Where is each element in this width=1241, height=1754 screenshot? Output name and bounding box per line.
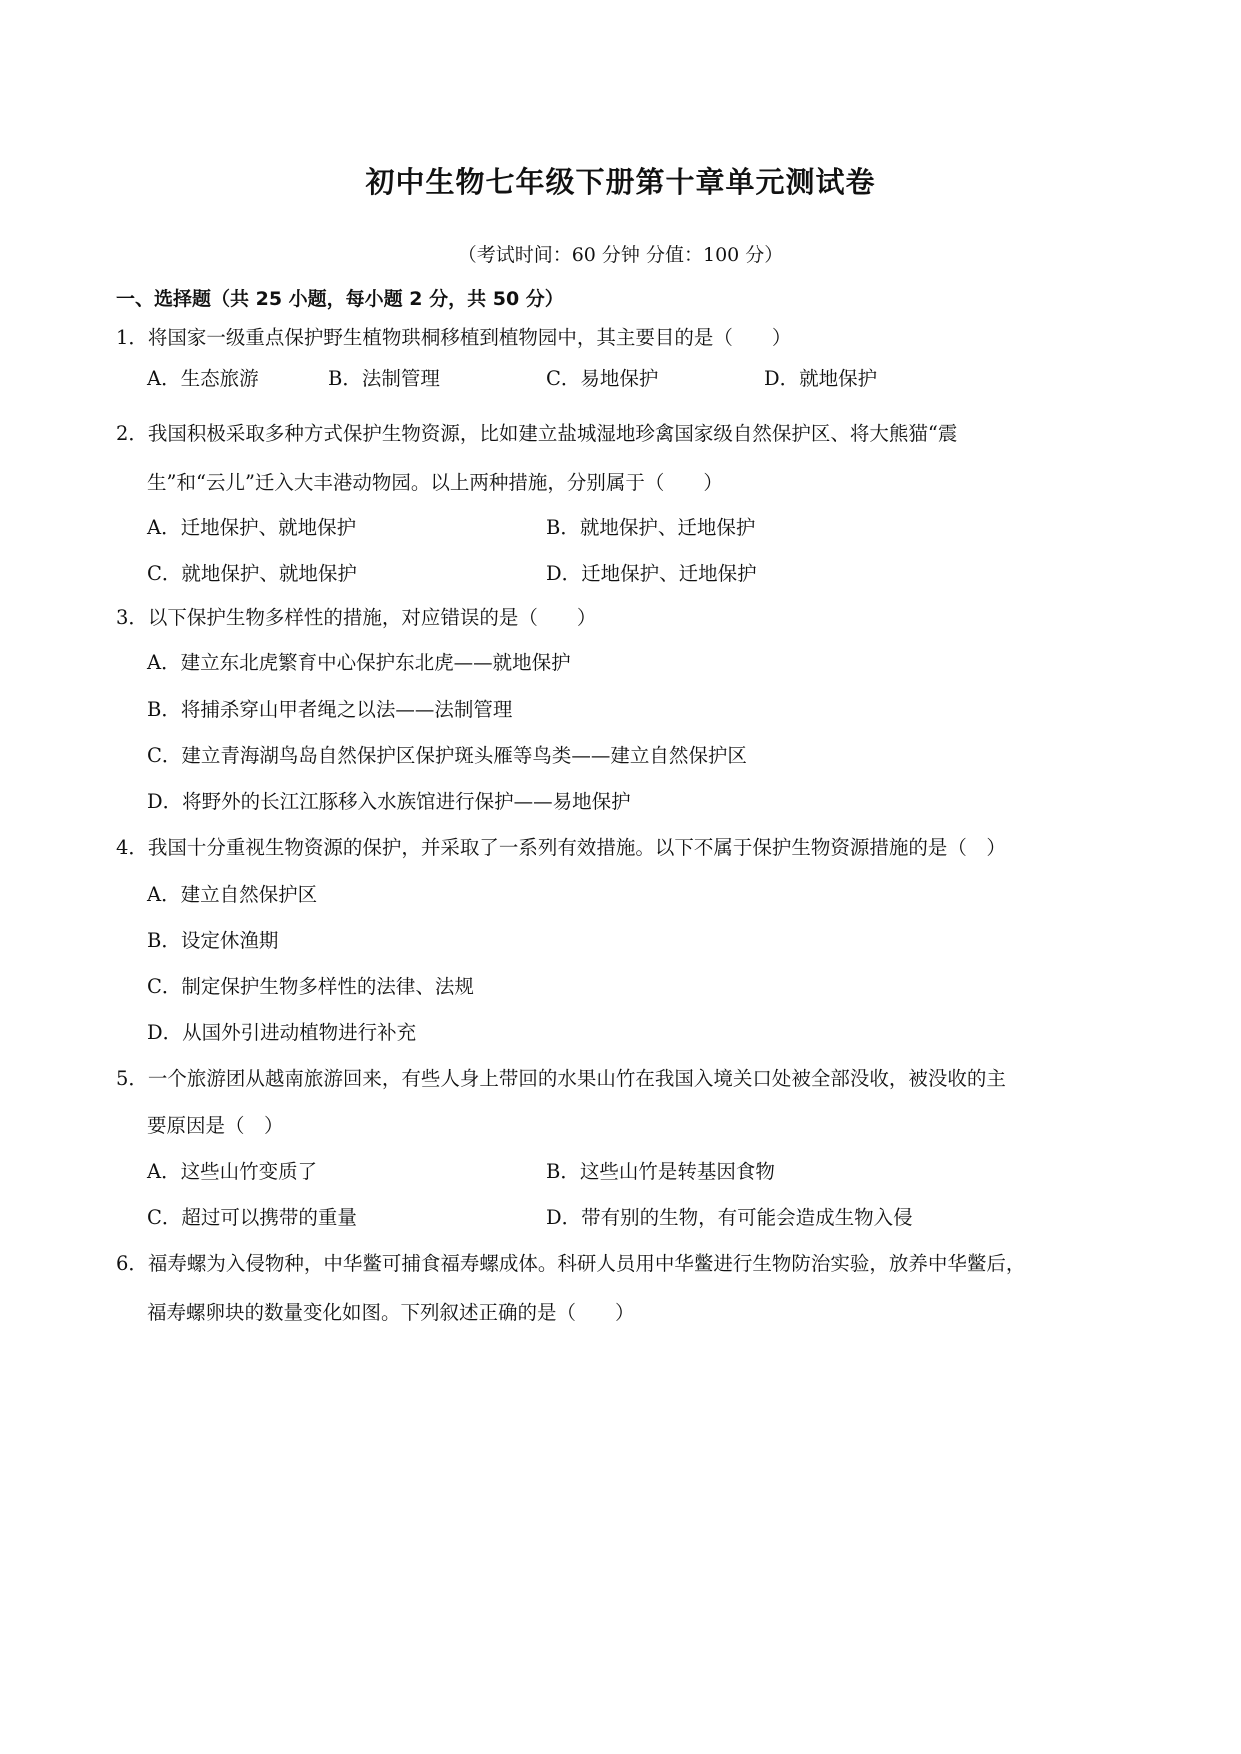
question-5-option-b: B．这些山竹是转基因食物 <box>546 1160 775 1183</box>
question-3-option-b: B．将捕杀穿山甲者绳之以法——法制管理 <box>147 698 513 721</box>
question-2-option-b: B．就地保护、迁地保护 <box>546 516 756 539</box>
question-6-stem-cont: 福寿螺卵块的数量变化如图。下列叙述正确的是（ ） <box>147 1301 635 1324</box>
question-4-option-d: D．从国外引进动植物进行补充 <box>147 1021 417 1044</box>
question-3-option-a: A．建立东北虎繁育中心保护东北虎——就地保护 <box>147 651 571 674</box>
question-5-option-a: A．这些山竹变质了 <box>147 1160 318 1183</box>
question-4-option-a: A．建立自然保护区 <box>147 883 318 906</box>
question-4-option-b: B．设定休渔期 <box>147 929 279 952</box>
question-1-option-b: B．法制管理 <box>328 367 440 390</box>
exam-info: （考试时间：60 分钟 分值：100 分） <box>457 244 784 266</box>
question-2-stem-cont: 生”和“云儿”迁入大丰港动物园。以上两种措施，分别属于（ ） <box>147 471 723 494</box>
question-2-option-d: D．迁地保护、迁地保护 <box>546 562 757 585</box>
question-5-option-d: D．带有别的生物，有可能会造成生物入侵 <box>546 1206 913 1229</box>
question-2-option-c: C．就地保护、就地保护 <box>147 562 357 585</box>
question-2-stem: 2．我国积极采取多种方式保护生物资源，比如建立盐城湿地珍禽国家级自然保护区、将大熊猫“震 <box>116 422 958 445</box>
question-1-stem: 1．将国家一级重点保护野生植物珙桐移植到植物园中，其主要目的是（ ） <box>116 326 792 349</box>
question-5-stem: 5．一个旅游团从越南旅游回来，有些人身上带回的水果山竹在我国入境关口处被全部没收，被没收的主 <box>116 1067 1006 1090</box>
question-4-option-c: C．制定保护生物多样性的法律、法规 <box>147 975 474 998</box>
question-2-option-a: A．迁地保护、就地保护 <box>147 516 357 539</box>
question-1-option-c: C．易地保护 <box>546 367 659 390</box>
question-6-stem: 6．福寿螺为入侵物种，中华鳖可捕食福寿螺成体。科研人员用中华鳖进行生物防治实验，放养中华鳖后， <box>116 1252 1026 1275</box>
question-5-option-c: C．超过可以携带的重量 <box>147 1206 357 1229</box>
page-title: 初中生物七年级下册第十章单元测试卷 <box>365 165 876 199</box>
question-3-stem: 3．以下保护生物多样性的措施，对应错误的是（ ） <box>116 606 597 629</box>
question-3-option-c: C．建立青海湖鸟岛自然保护区保护斑头雁等鸟类——建立自然保护区 <box>147 744 747 767</box>
section-heading: 一、选择题（共 25 小题，每小题 2 分，共 50 分） <box>116 288 564 310</box>
question-1-option-a: A．生态旅游 <box>147 367 259 390</box>
question-3-option-d: D．将野外的长江江豚移入水族馆进行保护——易地保护 <box>147 790 631 813</box>
question-5-stem-cont: 要原因是（ ） <box>147 1114 284 1137</box>
question-4-stem: 4．我国十分重视生物资源的保护，并采取了一系列有效措施。以下不属于保护生物资源措施的是（ ） <box>116 836 1006 859</box>
question-1-option-d: D．就地保护 <box>764 367 878 390</box>
